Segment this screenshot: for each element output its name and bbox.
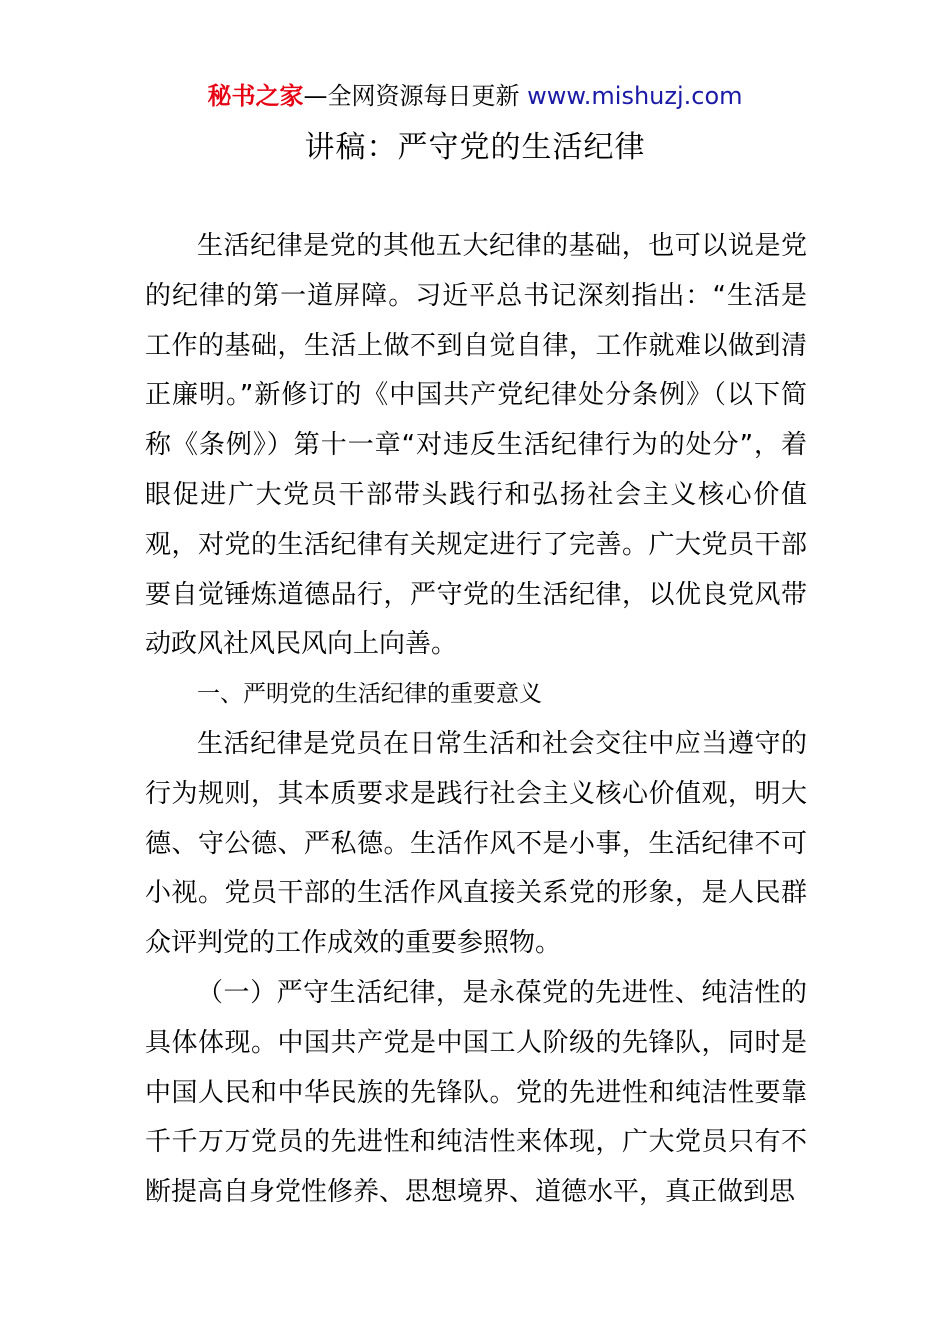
section-heading-1: 一、严明党的生活纪律的重要意义: [197, 681, 542, 708]
document-body: [145, 222, 807, 1218]
site-url-link[interactable]: www.mishuzj.com: [527, 82, 743, 110]
document-title: 讲稿：严守党的生活纪律: [304, 130, 646, 165]
site-name: 秘书之家: [207, 82, 304, 110]
site-header: [0, 80, 950, 112]
paragraph-subsection-1: （一）严守生活纪律，是永葆党的先进性、纯洁性的具体体现。中国共产党是中国工人阶级的先锋队，同时是中国人民和中华民族的先锋队。党的先进性和纯洁性要靠千千万万党员的先进性和纯洁性来体现，广大党员只有不断提高自身党性修养、思想境界、道德水平，真正做到思: [145, 977, 807, 1208]
paragraph-intro: 生活纪律是党的其他五大纪律的基础，也可以说是党的纪律的第一道屏障。习近平总书记深刻指出：“生活是工作的基础，生活上做不到自觉自律，工作就难以做到清正廉明。”新修订的《中国共产党纪律处分条例》（以下简称《条例》）第十一章“对违反生活纪律行为的处分”，着眼促进广大党员干部带头践行和弘扬社会主义核心价值观，对党的生活纪律有关规定进行了完善。广大党员干部要自觉锤炼道德品行，严守党的生活纪律，以优良党风带动政风社风民风向上向善。: [145, 231, 807, 660]
paragraph-section-1: 生活纪律是党员在日常生活和社会交往中应当遵守的行为规则，其本质要求是践行社会主义核心价值观，明大德、守公德、严私德。生活作风不是小事，生活纪律不可小视。党员干部的生活作风直接关系党的形象，是人民群众评判党的工作成效的重要参照物。: [145, 728, 807, 959]
site-tagline: —全网资源每日更新: [303, 82, 520, 110]
